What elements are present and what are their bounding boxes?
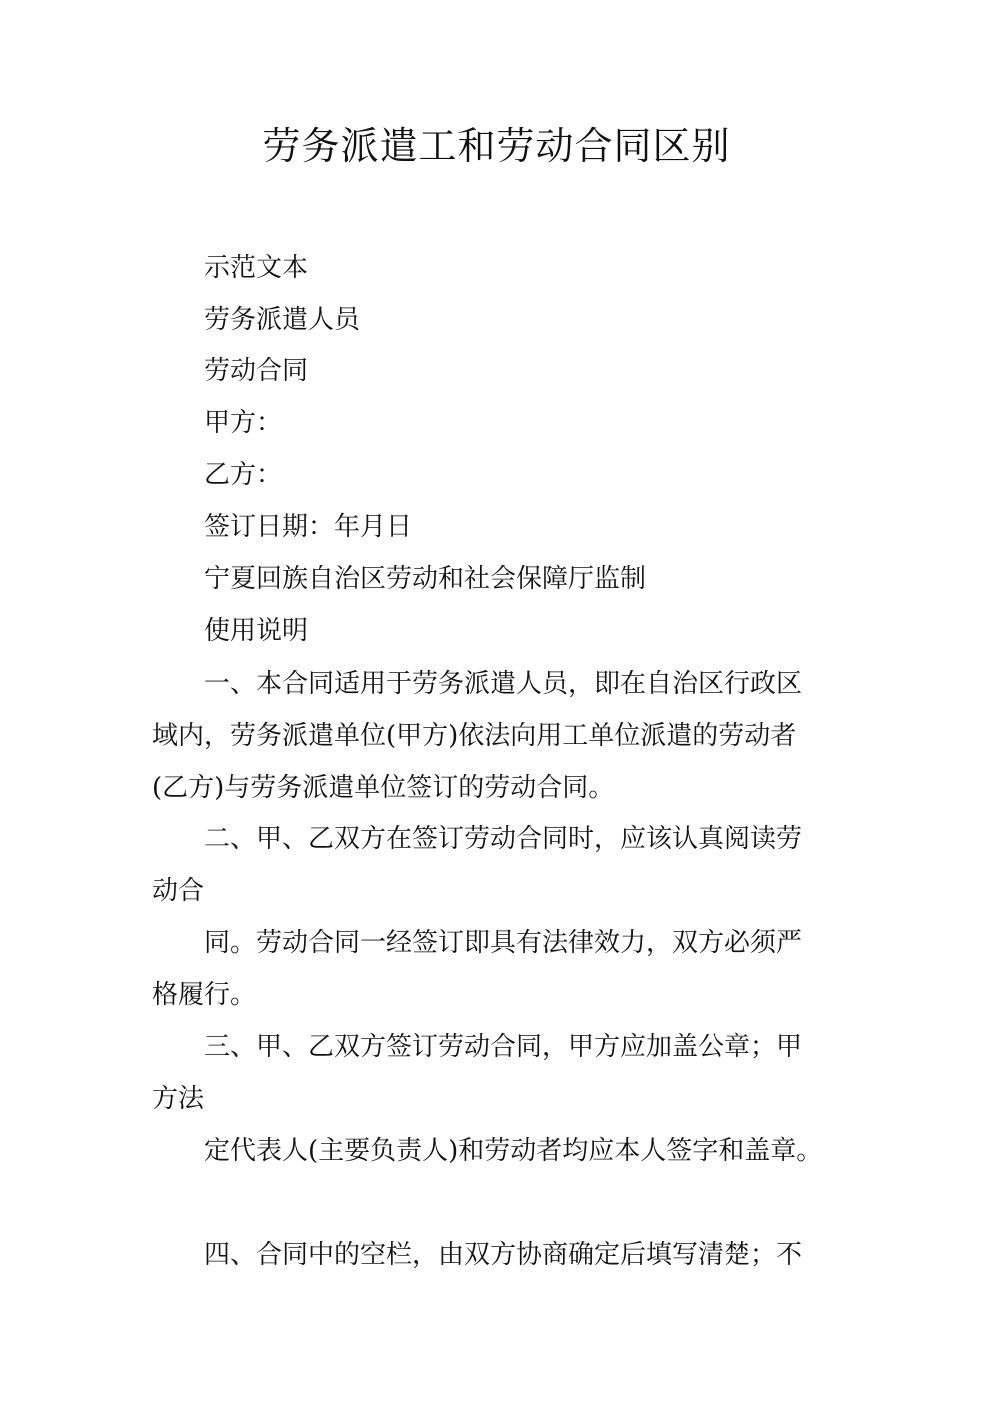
text-line-party-a: 甲方： xyxy=(204,408,283,438)
text-line-instructions-heading: 使用说明 xyxy=(204,616,309,646)
text-line-party-b: 乙方： xyxy=(204,460,283,490)
paragraph-1-line-3: (乙方)与劳务派遣单位签订的劳动合同。 xyxy=(152,773,615,803)
text-line-contract: 劳动合同 xyxy=(204,356,309,386)
paragraph-3-line-1: 三、甲、乙双方签订劳动合同，甲方应加盖公章；甲 xyxy=(204,1032,803,1062)
paragraph-1-line-2: 域内，劳务派遣单位(甲方)依法向用工单位派遣的劳动者 xyxy=(152,721,797,751)
paragraph-2-line-3: 同。劳动合同一经签订即具有法律效力，双方必须严 xyxy=(204,928,803,958)
text-line-personnel: 劳务派遣人员 xyxy=(204,305,361,335)
paragraph-3-line-2: 方法 xyxy=(152,1084,205,1114)
text-line-supervisor: 宁夏回族自治区劳动和社会保障厅监制 xyxy=(204,564,647,594)
paragraph-2-line-2: 动合 xyxy=(152,876,205,906)
text-line-sign-date: 签订日期：年月日 xyxy=(204,512,413,542)
paragraph-3-line-3: 定代表人(主要负责人)和劳动者均应本人签字和盖章。 xyxy=(204,1136,823,1166)
paragraph-2-line-4: 格履行。 xyxy=(152,980,257,1010)
text-line-sample: 示范文本 xyxy=(204,253,309,283)
document-title: 劳务派遣工和劳动合同区别 xyxy=(262,124,731,168)
paragraph-4-line-1: 四、合同中的空栏，由双方协商确定后填写清楚；不 xyxy=(204,1240,803,1270)
paragraph-1-line-1: 一、本合同适用于劳务派遣人员，即在自治区行政区 xyxy=(204,669,803,699)
paragraph-2-line-1: 二、甲、乙双方在签订劳动合同时，应该认真阅读劳 xyxy=(204,824,803,854)
